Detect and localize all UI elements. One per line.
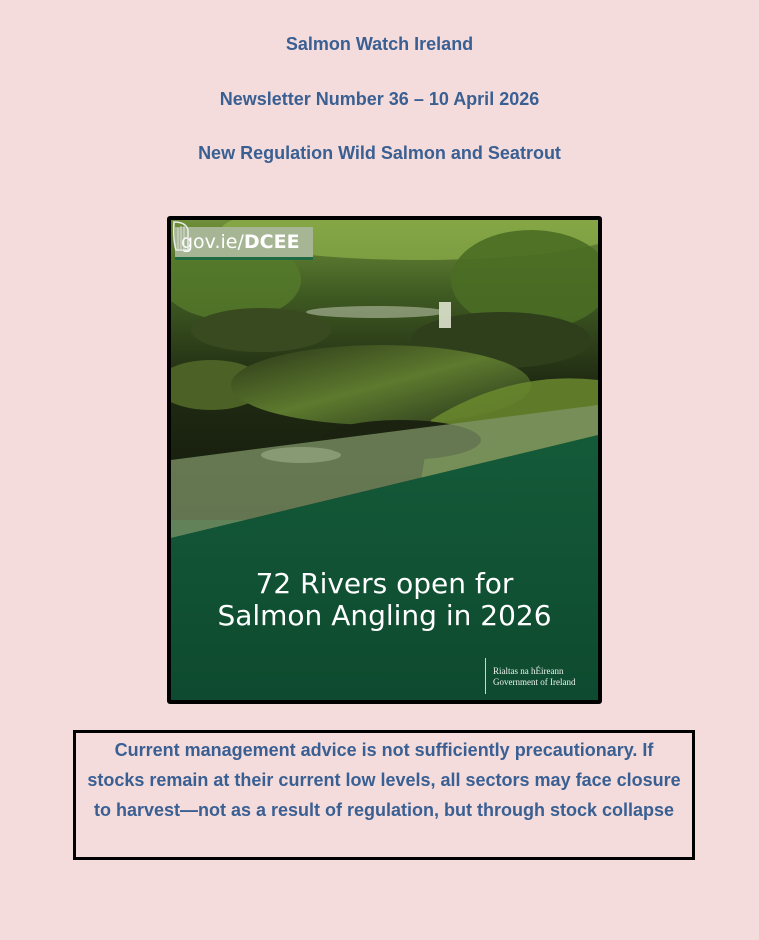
tag-underline — [175, 257, 313, 260]
organization-title: Salmon Watch Ireland — [285, 34, 474, 54]
harp-icon — [171, 220, 191, 254]
tag-prefix: gov.ie/ — [181, 231, 244, 253]
newsletter-subject: New Regulation Wild Salmon and Seatrout — [198, 143, 561, 163]
poster-headline-line2: Salmon Angling in 2026 — [217, 599, 552, 632]
management-advice-box: Current management advice is not sufficiently precautionary. If stocks remain at their current low levels, all sectors may face closure to harvest—not as a result of regulation, but through stock collapse — [73, 730, 695, 860]
newsletter-number: Newsletter Number 36 – 10 April 2026 — [219, 89, 540, 109]
gov-irish-name: Rialtas na hÉireann — [493, 666, 564, 676]
poster-headline-line1: 72 Rivers open for — [255, 567, 514, 600]
rivers-poster-image — [167, 216, 602, 704]
gov-english-name: Government of Ireland — [493, 677, 576, 687]
gov-dcee-tag — [175, 227, 313, 257]
gov-divider — [485, 658, 486, 694]
government-logo-text — [493, 666, 575, 688]
tag-bold: DCEE — [243, 231, 300, 253]
poster-headline — [171, 568, 598, 632]
